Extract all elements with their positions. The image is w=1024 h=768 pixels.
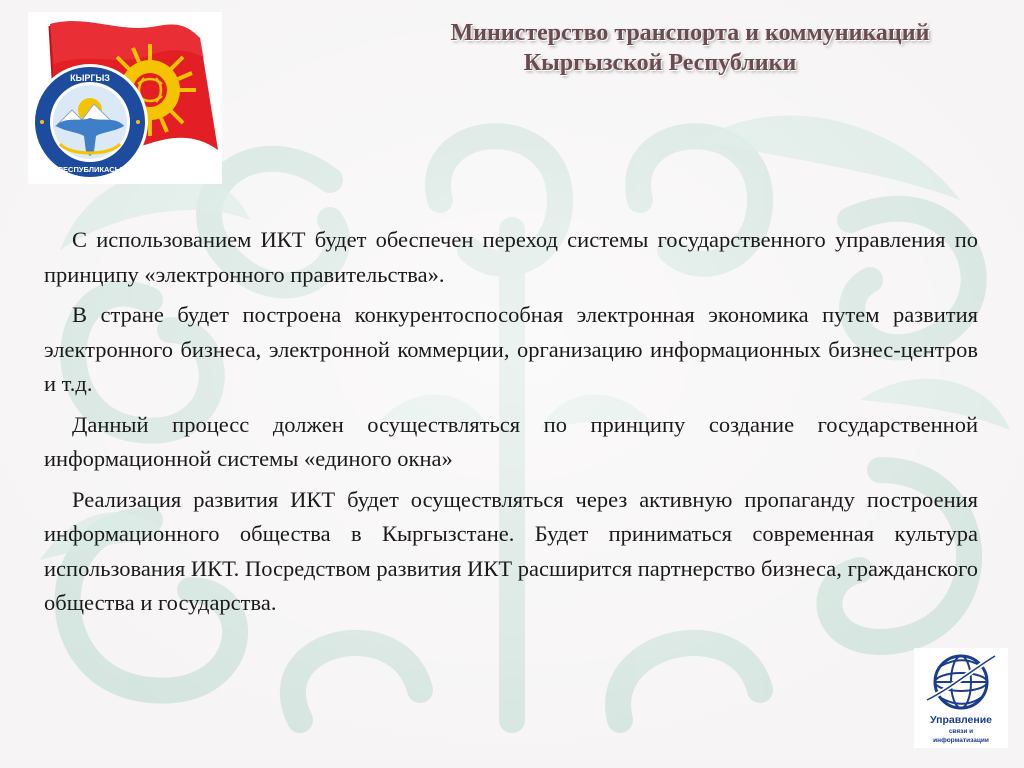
paragraph-1: С использованием ИКТ будет обеспечен переход системы государственного управления по принципу «электронного правительства».: [44, 227, 978, 287]
emblem-top-text: КЫРГЫЗ: [70, 73, 110, 83]
ministry-title: [330, 18, 1024, 78]
logo-caption-line3: информатизации: [933, 737, 989, 744]
globe-icon: [914, 648, 1008, 714]
ministry-title-line2: Кыргызской Республики: [523, 50, 797, 76]
logo-caption: [914, 714, 1008, 745]
flag-emblem-image: [28, 12, 222, 184]
paragraph-3: Данный процесс должен осуществляться по принципу создание государственной информационной системы «единого окна»: [44, 411, 978, 471]
paragraph-4: Реализация развития ИКТ будет осуществляться через активную пропаганду построения информационного общества в Кыргызстане. Будет приниматься современная культура использования ИКТ. Посредством развития ИКТ расширится партнерство бизнеса, гражданского общества и государства.: [44, 486, 978, 615]
department-logo: [914, 648, 1008, 748]
logo-caption-line2: связи и: [948, 728, 974, 735]
ministry-title-line1: Министерство транспорта и коммуникаций: [450, 20, 930, 46]
main-text: [44, 223, 978, 627]
logo-caption-line1: Управление: [929, 714, 993, 726]
paragraph-2: В стране будет построена конкурентоспособная электронная экономика путем развития электронного бизнеса, электронной коммерции, организацию информационных бизнес-центров и т.д.: [44, 302, 978, 396]
emblem-bottom-text: РЕСПУБЛИКАСЫ: [58, 165, 122, 174]
